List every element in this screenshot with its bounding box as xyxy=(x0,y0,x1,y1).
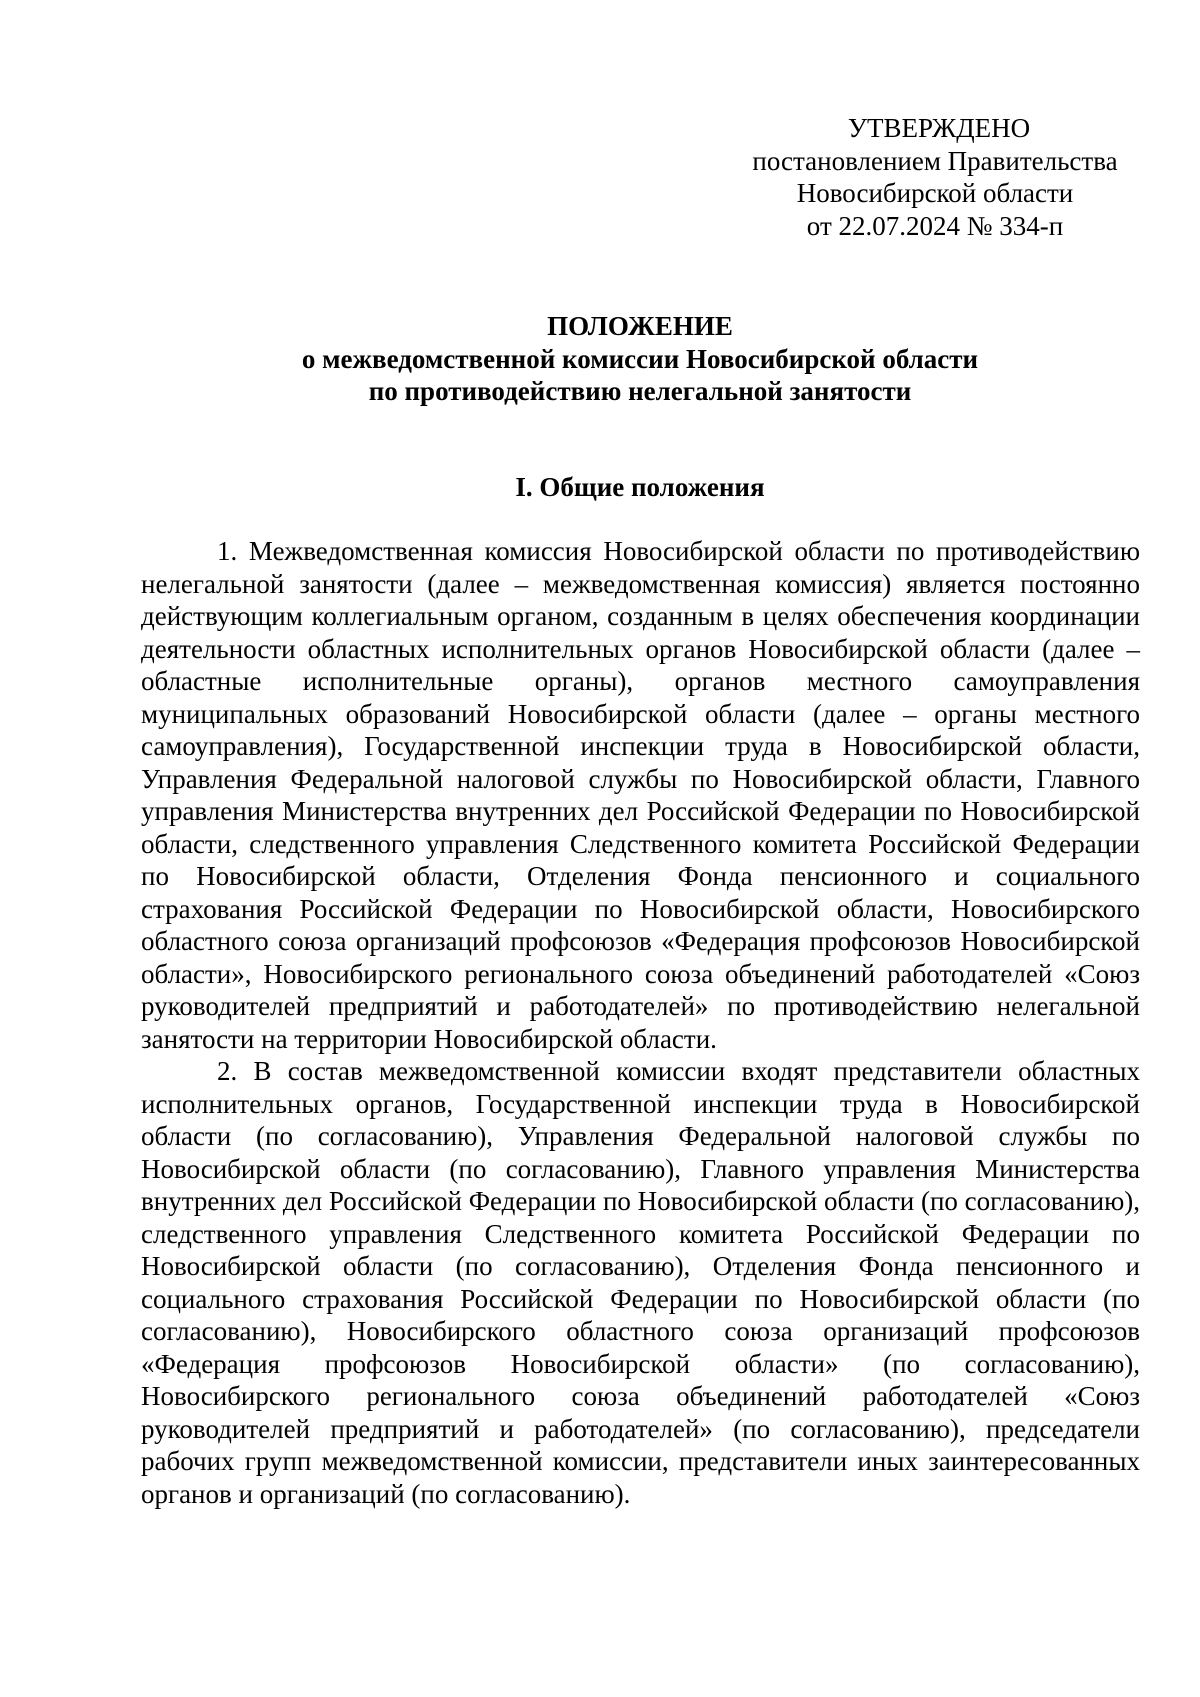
document-title xyxy=(140,310,1140,408)
document-body xyxy=(141,535,1140,1510)
approval-date-number: от 22.07.2024 № 334-п xyxy=(806,210,1064,241)
title-line-2: о межведомственной комиссии Новосибирской области xyxy=(301,343,979,374)
approval-region: Новосибирской области xyxy=(796,178,1074,208)
title-line-1: ПОЛОЖЕНИЕ xyxy=(547,311,733,341)
title-line-3: по противодействию нелегальной занятости xyxy=(368,376,912,406)
approval-heading: УТВЕРЖДЕНО xyxy=(847,113,1031,143)
paragraph-2: 2. В состав межведомственной комиссии входят представители областных исполнительных органов, Государственной инспекции труда в Новосибирской области (по согласованию), Управления Федеральной налоговой службы по Новосибирской области (по согласованию), Главного управления Министерства внутренних дел Российской Федерации по Новосибирской области (по согласованию), следственного управления Следственного комитета Российской Федерации по Новосибирской области (по согласованию), Отделения Фонда пенсионного и социального страхования Российской Федерации по Новосибирской области (по согласованию), Новосибирского областного союза организаций профсоюзов «Федерация профсоюзов Новосибирской области» (по согласованию), Новосибирского регионального союза объединений работодателей «Союз руководителей предприятий и работодателей» (по согласованию), председатели рабочих групп межведомственной комиссии, представители иных заинтересованных органов и организаций (по согласованию). xyxy=(141,1056,1140,1509)
section-heading: I. Общие положения xyxy=(515,472,765,502)
paragraph-1: 1. Межведомственная комиссия Новосибирской области по противодействию нелегальной занятости (далее – межведомственная комиссия) является постоянно действующим коллегиальным органом, созданным в целях обеспечения координации деятельности областных исполнительных органов Новосибирской области (далее – областные исполнительные органы), органов местного самоуправления муниципальных образований Новосибирской области (далее – органы местного самоуправления), Государственной инспекции труда в Новосибирской области, Управления Федеральной налоговой службы по Новосибирской области, Главного управления Министерства внутренних дел Российской Федерации по Новосибирской области, следственного управления Следственного комитета Российской Федерации по Новосибирской области, Отделения Фонда пенсионного и социального страхования Российской Федерации по Новосибирской области, Новосибирского областного союза организаций профсоюзов «Федерация профсоюзов Новосибирской области», Новосибирского регионального союза объединений работодателей «Союз руководителей предприятий и работодателей» по противодействию нелегальной занятости на территории Новосибирской области. xyxy=(141,536,1140,1054)
approval-stamp-block xyxy=(735,112,1135,242)
approval-authority: постановлением Правительства xyxy=(752,145,1118,176)
